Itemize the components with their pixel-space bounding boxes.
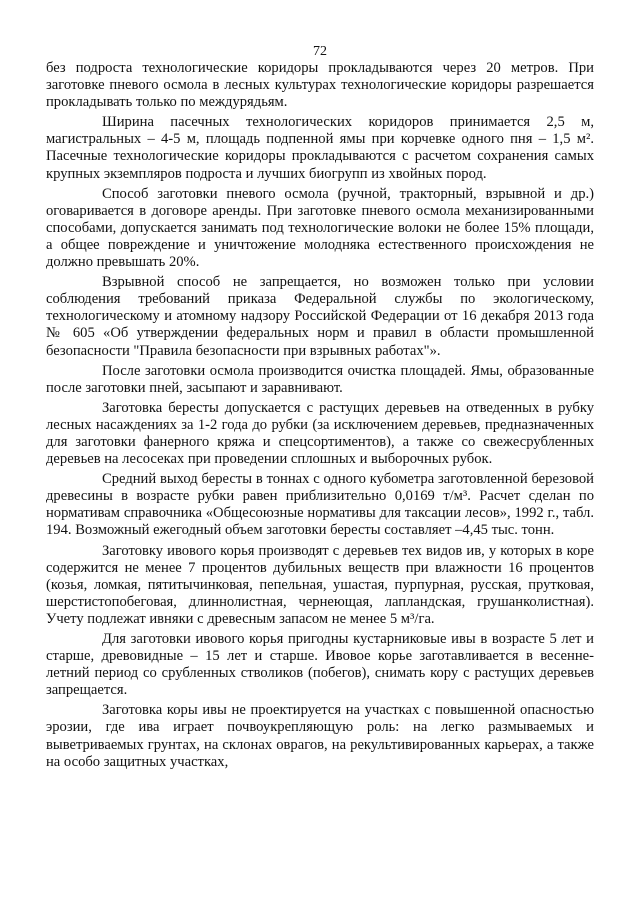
paragraph: Заготовка коры ивы не проектируется на участках с повышенной опасностью эрозии, где ива играет почвоукрепляющую роль: на легко размываемых и выветриваемых грунтах, на склонах оврагов, на рекультивированных карьерах, а также на особо защитных участках, (46, 702, 594, 770)
paragraph: Заготовку ивового корья производят с деревьев тех видов ив, у которых в коре содержится не менее 7 процентов дубильных веществ при влажности 16 процентов (козья, ломкая, пятитычинковая, пепельная, ушастая, пурпурная, русская, прутковая, шерстистопобеговая, длиннолистная, чернеющая, лапландская, грушанколистная). Учету подлежат ивняки с древесным запасом не менее 5 м³/га. (46, 542, 594, 627)
paragraph: Заготовка бересты допускается с растущих деревьев на отведенных в рубку лесных насаждениях за 1-2 года до рубки (за исключением деревьев, предназначенных для заготовки фанерного кряжа и спецсортиментов), а также со свежесрубленных деревьев на лесосеках при проведении сплошных и выборочных рубок. (46, 399, 594, 468)
paragraph: Для заготовки ивового корья пригодны кустарниковые ивы в возрасте 5 лет и старше, древовидные – 15 лет и старше. Ивовое корье заготавливается в весенне-летний период со срубленных стволиков (побегов), снимать кору с растущих деревьев запрещается. (46, 631, 594, 699)
paragraph: Средний выход бересты в тоннах с одного кубометра заготовленной березовой древесины в возрасте рубки равен приблизительно 0,0169 т/м³. Расчет сделан по нормативам справочника «Общесоюзные нормативы для таксации лесов», 1992 г., табл. 194. Возможный ежегодный объем заготовки бересты составляет –4,45 тыс. тонн. (46, 471, 594, 539)
paragraph: без подроста технологические коридоры прокладываются через 20 метров. При заготовке пневого осмола в лесных культурах технологические коридоры разрешается прокладывать только по междурядьям. (46, 60, 594, 111)
body-text (46, 60, 594, 771)
paragraph: Ширина пасечных технологических коридоров принимается 2,5 м, магистральных – 4-5 м, площадь подпенной ямы при корчевке одного пня – 1,5 м². Пасечные технологические коридоры прокладываются с расчетом сохранения самых крупных экземпляров подроста и лучших биогрупп из хвойных пород. (46, 114, 594, 182)
paragraph: Способ заготовки пневого осмола (ручной, тракторный, взрывной и др.) оговаривается в договоре аренды. При заготовке пневого осмола механизированными способами, допускается занимать под технологические волоки не более 15% площади, а общее повреждение и уничтожение молодняка естественного происхождения не должно превышать 20%. (46, 185, 594, 271)
paragraph: После заготовки осмола производится очистка площадей. Ямы, образованные после заготовки пней, засыпают и заравнивают. (46, 362, 594, 396)
page-number: 72 (313, 44, 327, 59)
paragraph: Взрывной способ не запрещается, но возможен только при условии соблюдения требований приказа Федеральной службы по экологическому, технологическому и атомному надзору Российской Федерации от 16 декабря 2013 года № 605 «Об утверждении федеральных норм и правил в области промышленной безопасности "Правила безопасности при взрывных работах"». (46, 274, 594, 359)
